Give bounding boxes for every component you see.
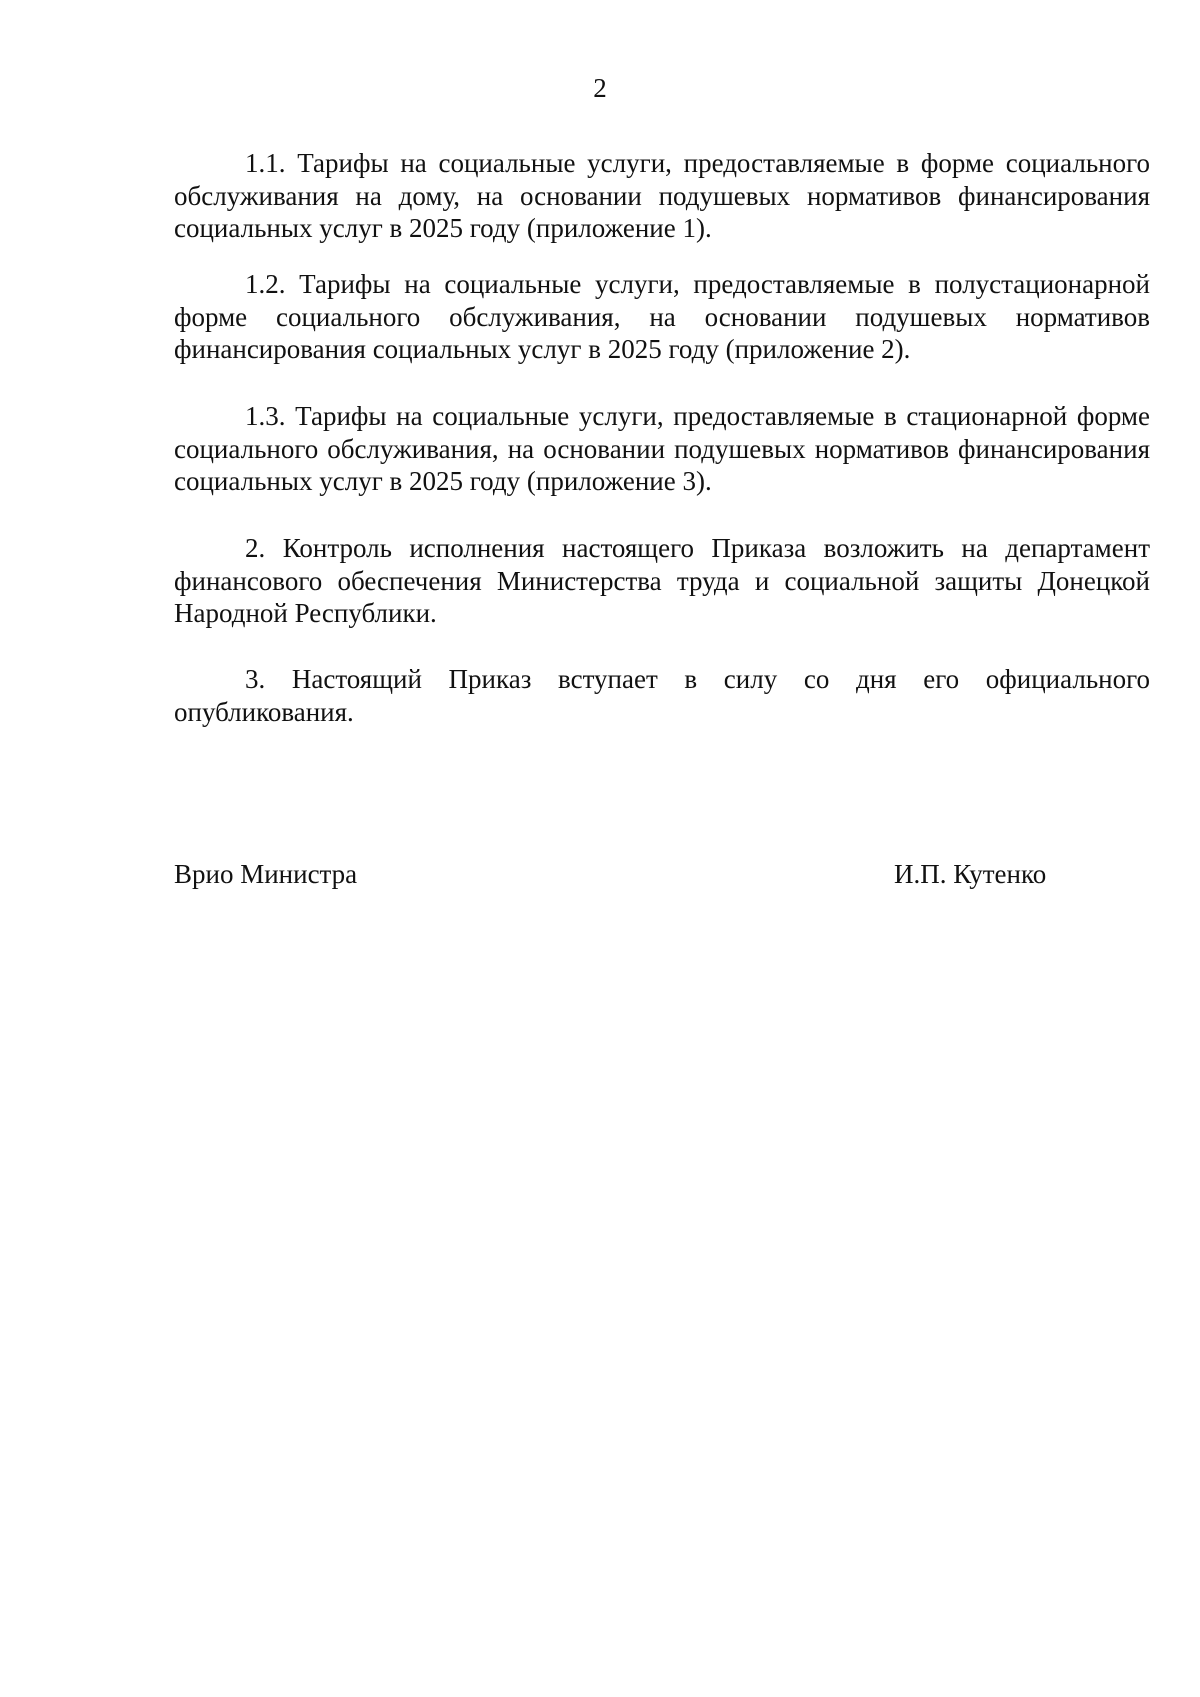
paragraph-3: 3. Настоящий Приказ вступает в силу со дня его официального опубликования.: [174, 664, 1150, 727]
page-number: 2: [593, 73, 607, 103]
signatory-position: Врио Министра: [174, 859, 358, 889]
paragraph-1-2: 1.2. Тарифы на социальные услуги, предоставляемые в полустационарной форме социального обслуживания, на основании подушевых нормативов финансирования социальных услуг в 2025 году (приложение 2).: [174, 269, 1150, 364]
paragraph-2: 2. Контроль исполнения настоящего Приказа возложить на департамент финансового обеспечения Министерства труда и социальной защиты Донецкой Народной Республики.: [174, 533, 1150, 628]
paragraph-1-3: 1.3. Тарифы на социальные услуги, предоставляемые в стационарной форме социального обслуживания, на основании подушевых нормативов финансирования социальных услуг в 2025 году (приложение 3).: [174, 401, 1150, 496]
signatory-name: И.П. Кутенко: [894, 859, 1047, 889]
signature-block: [174, 858, 1150, 892]
paragraph-1-1: 1.1. Тарифы на социальные услуги, предоставляемые в форме социального обслуживания на дому, на основании подушевых нормативов финансирования социальных услуг в 2025 году (приложение 1).: [174, 148, 1150, 243]
